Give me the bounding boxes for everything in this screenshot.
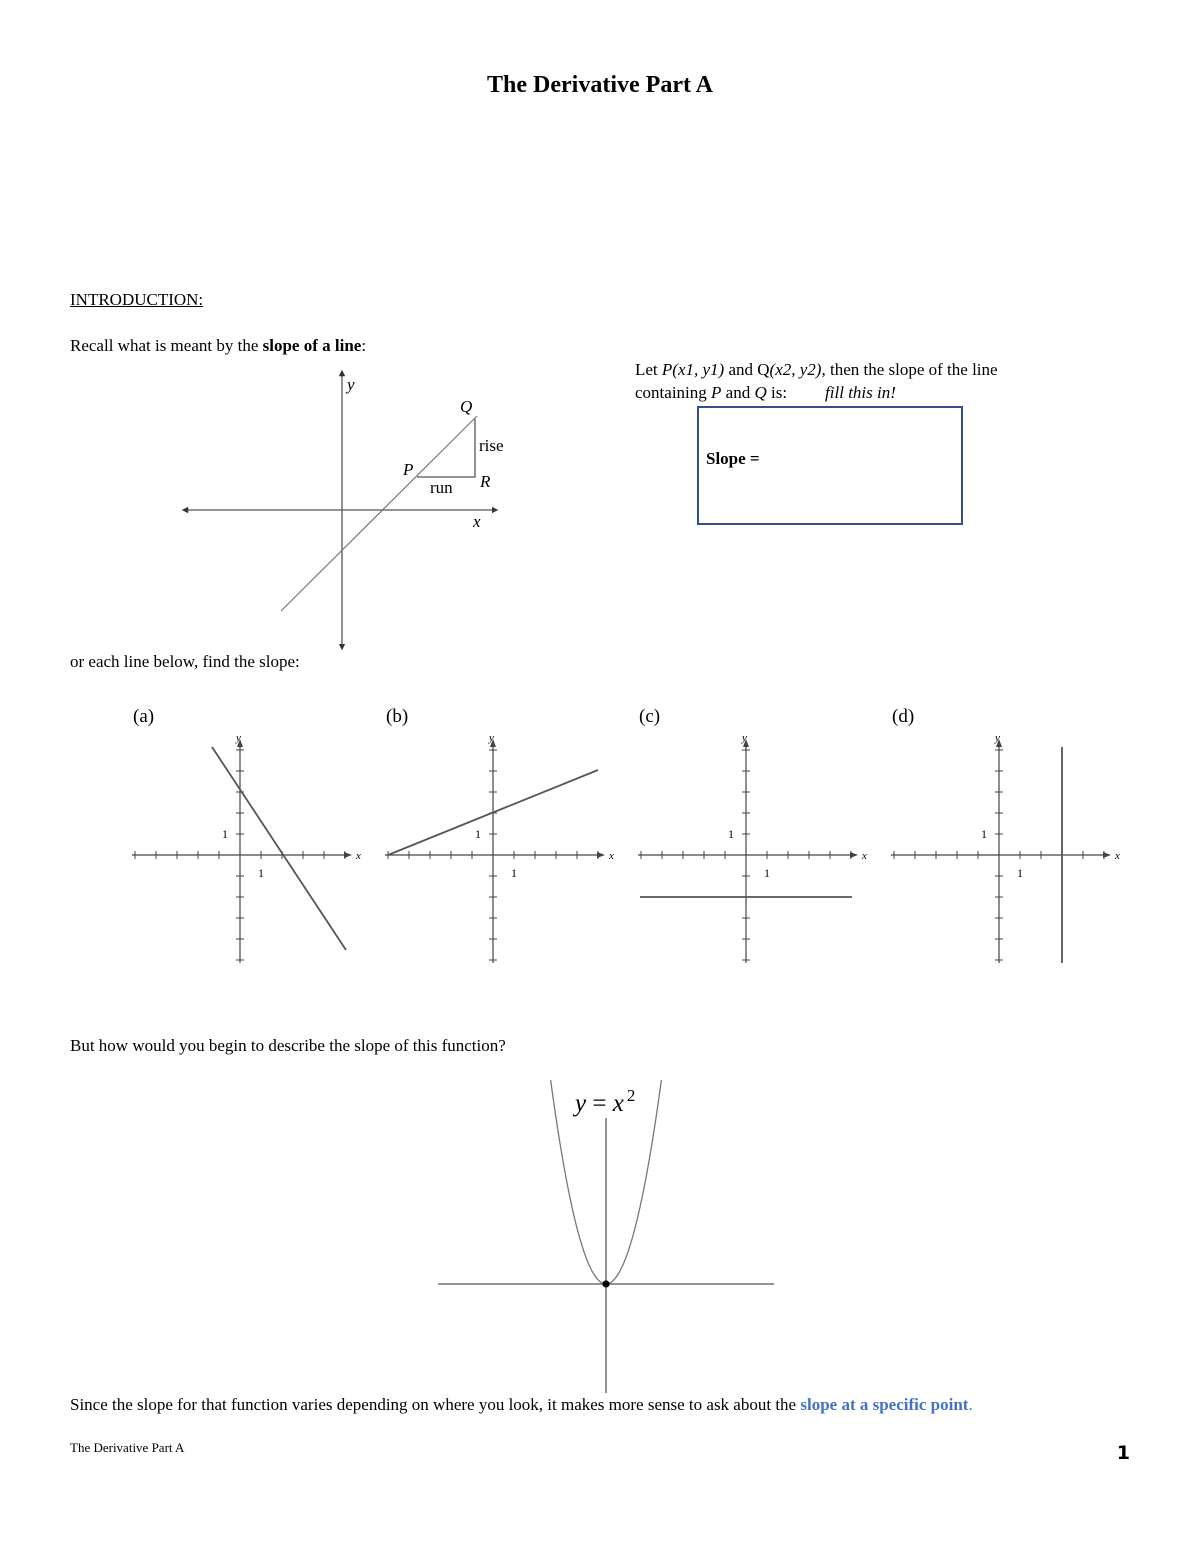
rise-label: rise: [479, 436, 504, 455]
graph-label: (b): [386, 706, 409, 727]
recall-pre: Recall what is meant by the: [70, 336, 263, 355]
axis-x-label: x: [473, 512, 481, 531]
graph-tick-x-1: 1: [764, 866, 770, 880]
graph-y-label: y: [236, 732, 241, 744]
graph-tick-y-1: 1: [222, 827, 228, 841]
graph-tick-x-1: 1: [1017, 866, 1023, 880]
slope-definition-text: [635, 358, 998, 404]
recall-text: [70, 336, 366, 356]
parabola-figure: [430, 1080, 780, 1395]
fill-in-hint: fill this in!: [825, 383, 896, 402]
graph-y-label: y: [995, 732, 1000, 744]
line-a: [212, 747, 346, 950]
slope-box-label: Slope =: [706, 449, 760, 468]
slope-definition-line-1: Let P(x1, y1) and Q(x2, y2), then the slope of the line: [635, 360, 998, 379]
vertex-point: [602, 1280, 609, 1287]
graph-x-label: x: [609, 850, 614, 862]
line-graphs: [120, 695, 1130, 970]
graph-label: (a): [133, 706, 155, 727]
section-heading: INTRODUCTION:: [70, 290, 204, 309]
page-title: The Derivative Part A: [487, 72, 713, 98]
footer-text: The Derivative Part A: [70, 1440, 185, 1455]
rise-run-triangle: [417, 419, 475, 477]
graph-a: [132, 706, 361, 963]
page-number: 1: [1116, 1442, 1130, 1464]
point-q-label: Q: [460, 397, 473, 416]
graph-x-label: x: [862, 850, 867, 862]
exercise-prompt: or each line below, find the slope:: [70, 652, 300, 671]
graph-tick-y-1: 1: [728, 827, 734, 841]
graph-label: (c): [639, 706, 661, 727]
slope-definition-line-2: containing P and Q is: fill this in!: [635, 383, 896, 402]
parabola-equation: y = x $^2$: [575, 1086, 636, 1117]
graph-y-label: y: [742, 732, 747, 744]
graph-d: [891, 706, 1120, 963]
slope-answer-box[interactable]: [697, 406, 963, 525]
graph-x-label: x: [1115, 850, 1120, 862]
graph-tick-x-1: 1: [511, 866, 517, 880]
parabola-question: But how would you begin to describe the slope of this function?: [70, 1036, 506, 1055]
point-r-label: R: [480, 472, 491, 491]
slope-at-point-highlight: slope at a specific point: [800, 1395, 969, 1414]
graph-b: [385, 706, 614, 963]
point-p-label: P: [403, 460, 414, 479]
graph-c: [638, 706, 867, 963]
graph-tick-x-1: 1: [258, 866, 264, 880]
graph-tick-y-1: 1: [475, 827, 481, 841]
rise-run-figure: [175, 365, 515, 655]
graph-y-label: y: [489, 732, 494, 744]
secant-line: [281, 416, 477, 611]
conclusion-text: Since the slope for that function varies depending on where you look, it makes more sense to ask about the slope at a specific point.: [70, 1395, 973, 1414]
graph-tick-y-1: 1: [981, 827, 987, 841]
run-label: run: [430, 478, 453, 497]
graph-label: (d): [892, 706, 915, 727]
axis-y-label: y: [347, 375, 355, 394]
graph-x-label: x: [356, 850, 361, 862]
recall-bold: slope of a line: [262, 336, 362, 355]
recall-post: :: [361, 336, 367, 355]
